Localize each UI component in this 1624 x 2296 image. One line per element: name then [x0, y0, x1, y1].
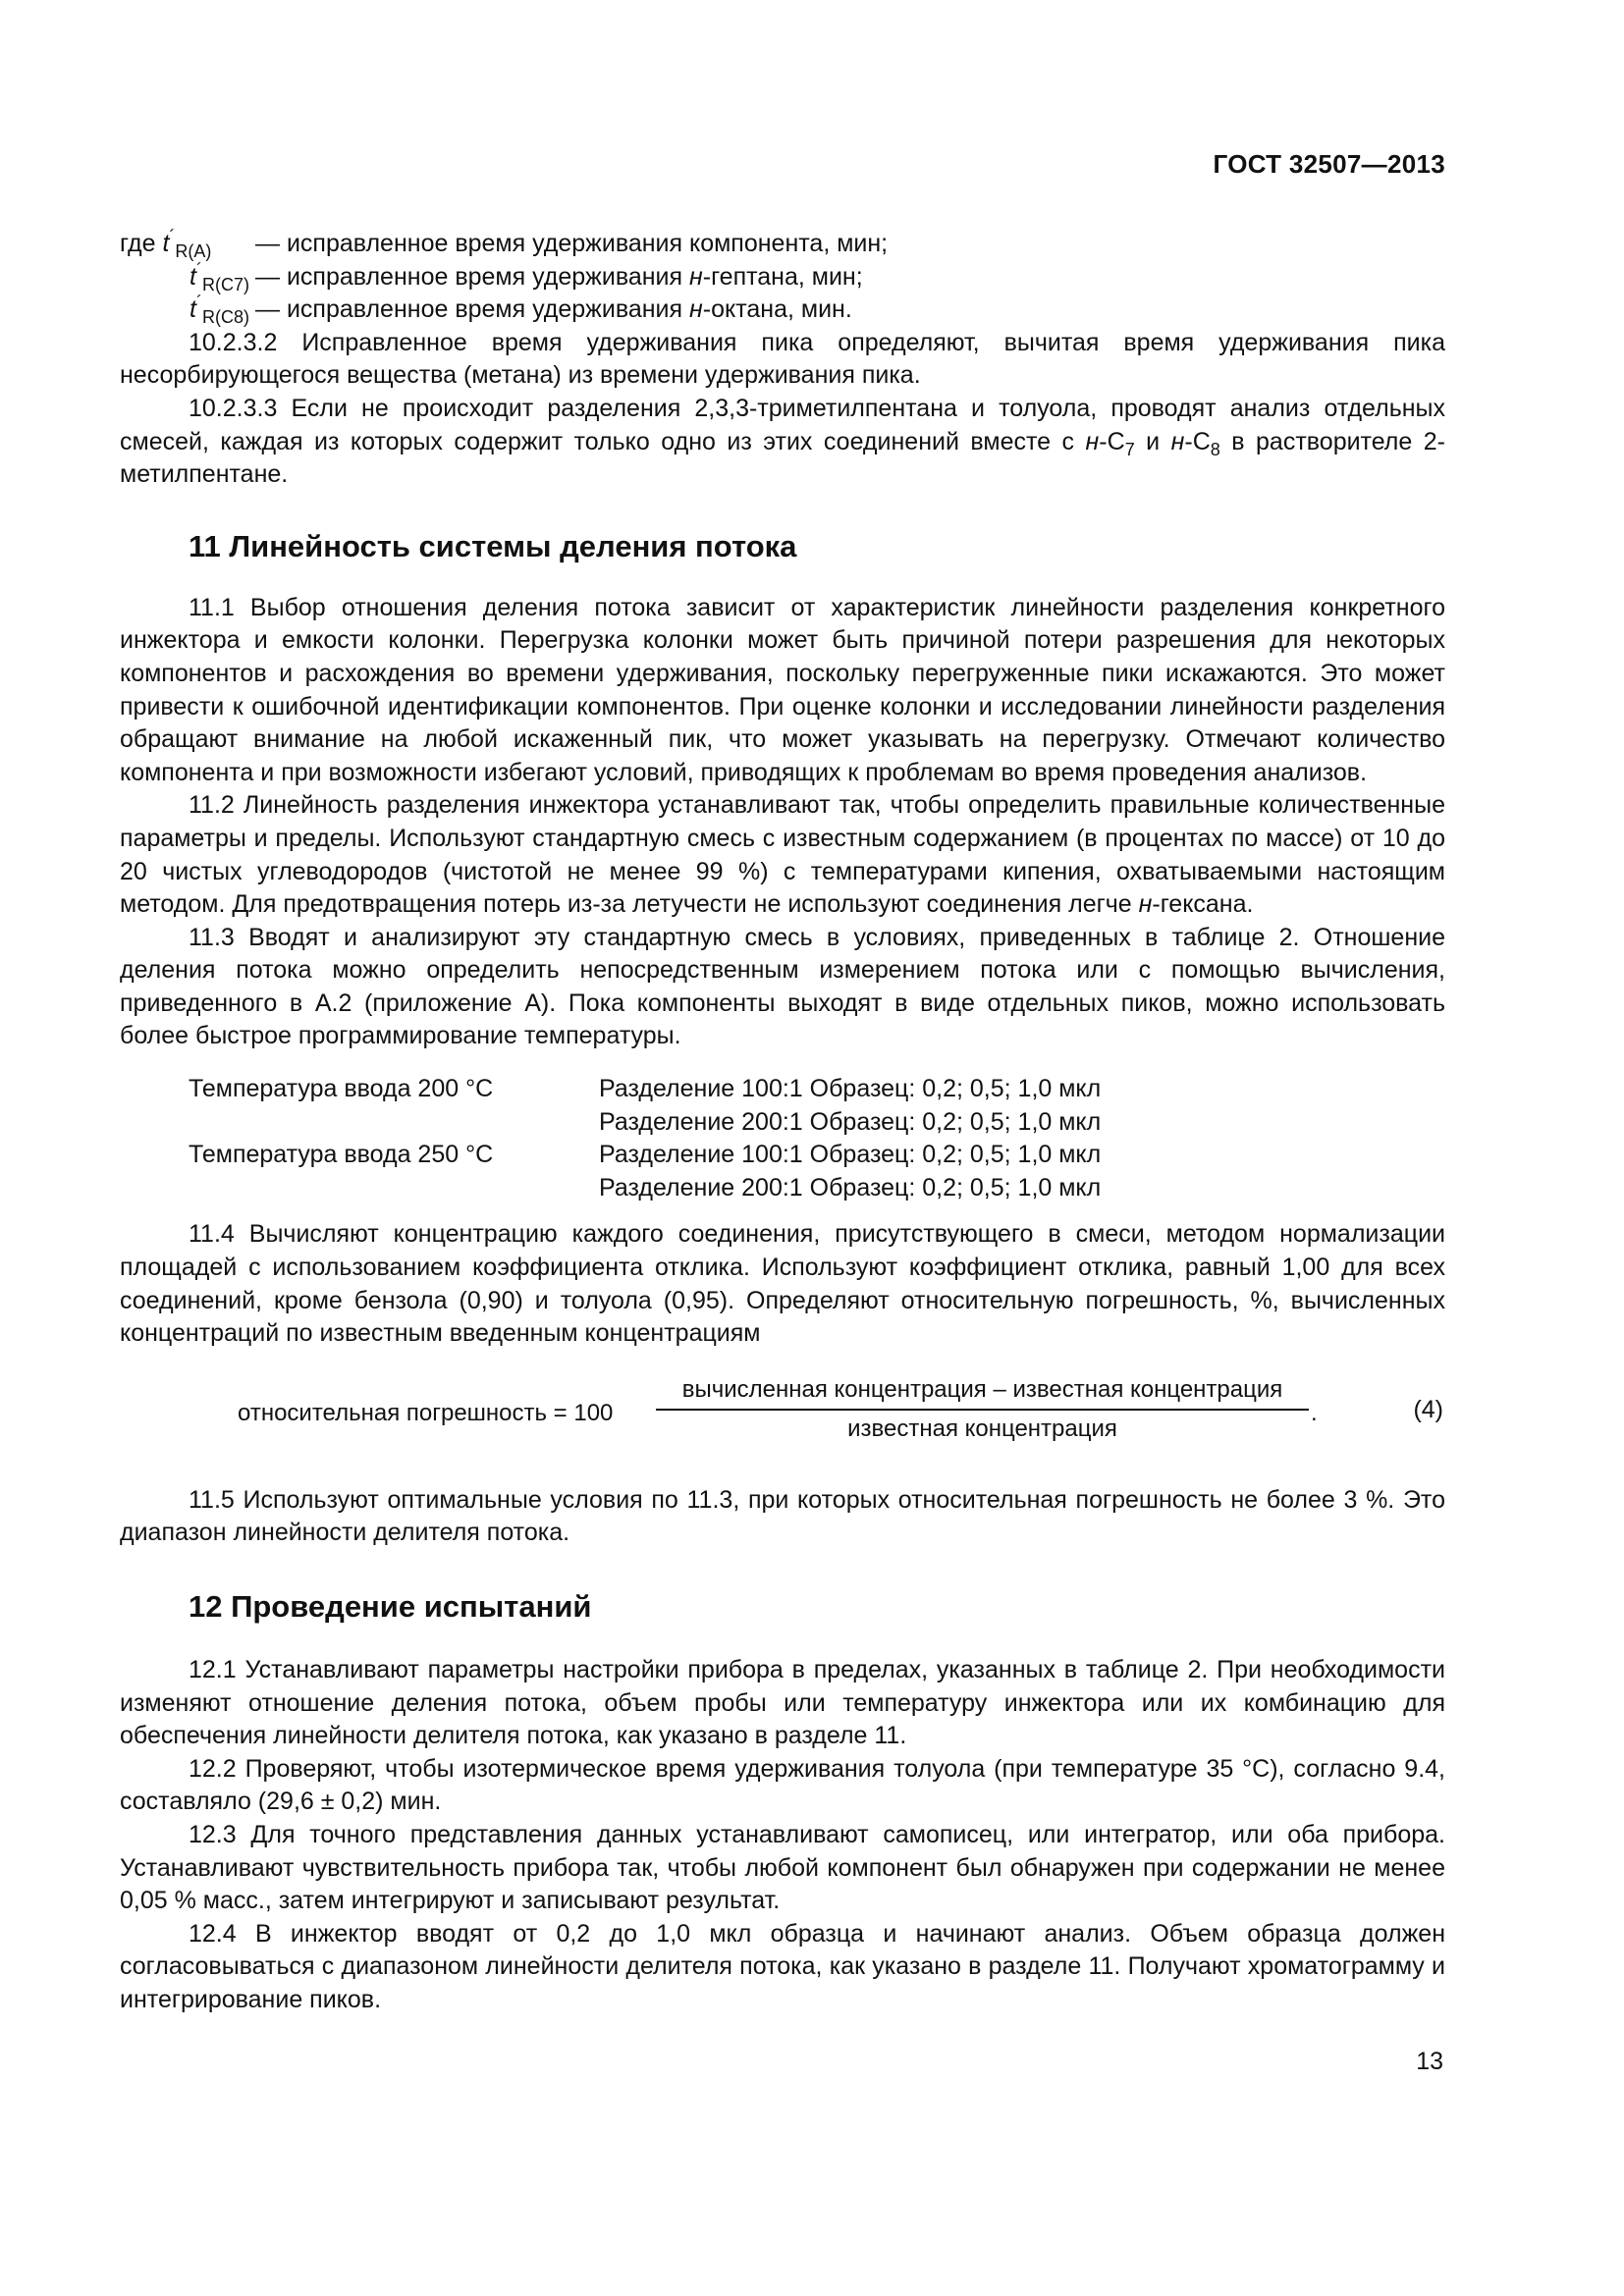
paragraph-12-4: 12.4 В инжектор вводят от 0,2 до 1,0 мкл образца и начинают анализ. Объем образца должен согласовываться с диапазоном линейности делителя потока, как указано в разделе 11. Получают хроматограмму и интегрирование пиков. — [120, 1919, 1445, 2013]
page-number: 13 — [1416, 2048, 1443, 2075]
section-12-heading: 12 Проведение испытаний — [189, 1589, 592, 1624]
paragraph-10-2-3-3: 10.2.3.3 Если не происходит разделения 2,3,3-триметилпентана и толуола, проводят анализ отдельных смесей, каждая из которых содержит только одно из этих соединений вместе с $н-C_7$ и $н-C_8$ в растворителе 2-метилпентане. — [120, 394, 1445, 489]
paragraph-10-2-3-2: 10.2.3.2 Исправленное время удерживания пика определяют, вычитая время удерживания пика несорбирующегося вещества (метана) из времени удерживания пика. — [120, 328, 1445, 390]
where-row — [120, 294, 1445, 327]
condition-value: Разделение 100:1 Образец: 0,2; 0,5; 1,0 мкл — [599, 1141, 1102, 1169]
condition-row — [189, 1172, 1445, 1205]
where-symbol: $t^´_{R(C7)}$ — [189, 259, 249, 294]
formula-numerator: вычисленная концентрация – известная концентрация — [656, 1374, 1309, 1411]
condition-row — [189, 1073, 1445, 1106]
condition-row — [189, 1106, 1445, 1140]
formula-fraction — [656, 1374, 1309, 1445]
where-block — [120, 228, 1445, 327]
formula-period: . — [1311, 1399, 1318, 1426]
condition-value: Разделение 200:1 Образец: 0,2; 0,5; 1,0 мкл — [599, 1173, 1102, 1201]
condition-label — [189, 1172, 599, 1205]
condition-label: Температура ввода 250 °C — [189, 1141, 494, 1169]
condition-row — [189, 1139, 1445, 1172]
where-symbol: $t^´_{R(C8)}$ — [189, 293, 249, 328]
condition-value: Разделение 200:1 Образец: 0,2; 0,5; 1,0 мкл — [599, 1107, 1102, 1136]
condition-label — [189, 1106, 599, 1140]
formula-lhs: относительная погрешность = 100 — [238, 1399, 614, 1426]
paragraph-12-1: 12.1 Устанавливают параметры настройки прибора в пределах, указанных в таблице 2. При необходимости изменяют отношение деления потока, объем пробы или температуру инжектора или их комбинацию для обеспечения линейности делителя потока, как указано в разделе 11. — [120, 1656, 1445, 1750]
temperature-conditions — [189, 1073, 1445, 1204]
formula-number: (4) — [1413, 1395, 1443, 1423]
formula-4 — [120, 1374, 1445, 1463]
paragraph-11-1: 11.1 Выбор отношения деления потока зависит от характеристик линейности разделения конкретного инжектора и емкости колонки. Перегрузка колонки может быть причиной потери разрешения для некоторых компонентов и расхождения во времени удерживания, поскольку перегруженные пики искажаются. Это может привести к ошибочной идентификации компонентов. При оценке колонки и исследовании линейности разделения обращают внимание на любой искаженный пик, что может указывать на перегрузку. Отмечают количество компонента и при возможности избегают условий, приводящих к проблемам во время проведения анализов. — [120, 593, 1445, 786]
section-11-heading: 11 Линейность системы деления потока — [189, 528, 797, 563]
condition-value: Разделение 100:1 Образец: 0,2; 0,5; 1,0 мкл — [599, 1075, 1102, 1103]
where-definition: — исправленное время удерживания н-октана, мин. — [255, 295, 852, 324]
formula-denominator: известная концентрация — [847, 1415, 1117, 1442]
paragraph-12-2: 12.2 Проверяют, чтобы изотермическое время удерживания толуола (при температуре 35 °C), согласно 9.4, составляло (29,6 ± 0,2) мин. — [120, 1754, 1445, 1816]
paragraph-11-2: 11.2 Линейность разделения инжектора устанавливают так, чтобы определить правильные количественные параметры и пределы. Используют стандартную смесь с известным содержанием (в процентах по массе) от 10 до 20 чистых углеводородов (чистотой не менее 99 %) с температурами кипения, охватываемыми настоящим методом. Для предотвращения потерь из-за летучести не используют соединения легче н-гексана. — [120, 791, 1445, 919]
document-code: ГОСТ 32507—2013 — [1213, 149, 1445, 179]
where-symbol: где $t^´_{R(A)}$ — [120, 227, 212, 261]
paragraph-11-3: 11.3 Вводят и анализируют эту стандартную смесь в условиях, приведенных в таблице 2. Отношение деления потока можно определить непосредственным измерением потока или с помощью вычисления, приведенного в А.2 (приложение А). Пока компоненты выходят в виде отдельных пиков, можно использовать более быстрое программирование температуры. — [120, 923, 1445, 1050]
paragraph-11-5: 11.5 Используют оптимальные условия по 11.3, при которых относительная погрешность не более 3 %. Это диапазон линейности делителя потока. — [120, 1485, 1445, 1547]
paragraph-12-3: 12.3 Для точного представления данных устанавливают самописец, или интегратор, или оба прибора. Устанавливают чувствительность прибора так, чтобы любой компонент был обнаружен при содержании не менее 0,05 % масс., затем интегрируют и записывают результат. — [120, 1820, 1445, 1915]
condition-label: Температура ввода 200 °C — [189, 1075, 494, 1103]
where-row — [120, 228, 1445, 261]
where-definition: — исправленное время удерживания компонента, мин; — [255, 230, 889, 257]
where-row — [120, 261, 1445, 294]
page-content — [120, 228, 1445, 2017]
paragraph-11-4: 11.4 Вычисляют концентрацию каждого соединения, присутствующего в смеси, методом нормализации площадей с использованием коэффициента отклика. Используют коэффициент отклика, равный 1,00 для всех соединений, кроме бензола (0,90) и толуола (0,95). Определяют относительную погрешность, %, вычисленных концентраций по известным введенным концентрациям — [120, 1220, 1445, 1348]
where-definition: — исправленное время удерживания н-гептана, мин; — [255, 262, 863, 291]
